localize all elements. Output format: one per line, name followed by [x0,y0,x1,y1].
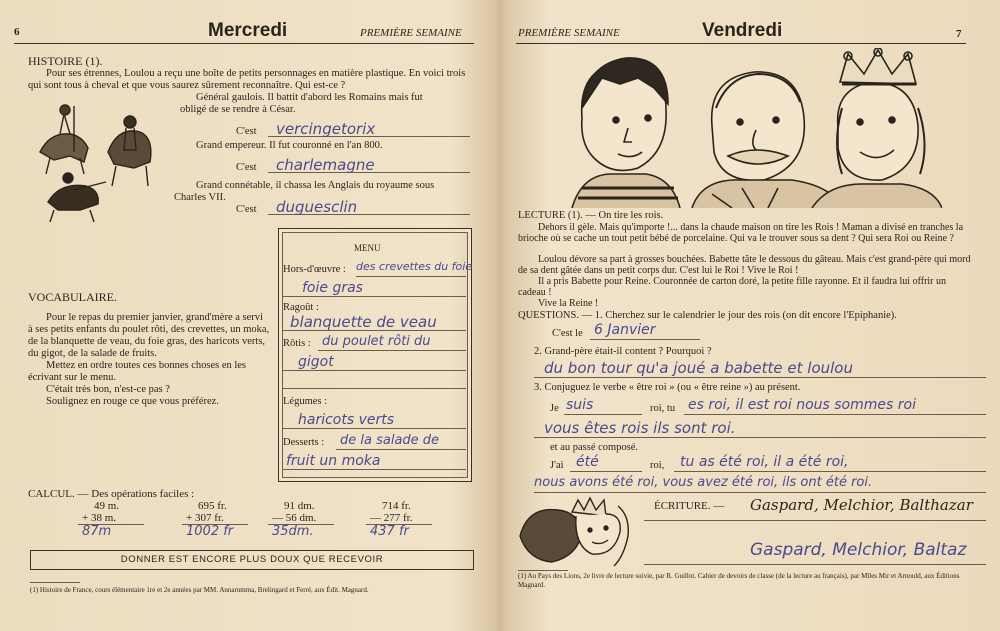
lecture-heading: LECTURE (1). — On tire les rois. [518,210,664,221]
conj-passe-rest: tu as été roi, il a été roi, [680,454,849,470]
vocabulaire-p3: C'était très bon, n'est-ce pas ? [46,384,170,395]
calcul-answer: 1002 fr [186,524,234,539]
conj-line [570,471,642,472]
conj-line [674,471,986,472]
histoire-intro: Pour ses étrennes, Loulou a reçu une boîte de petits personnages en matière plastique. En voici trois qui sont tous à cheval et que vous saurez sûrement reconnaître. Qui est-ce ? [28,68,466,91]
ecriture-label: ÉCRITURE. — [654,500,725,512]
histoire-q1a: Général gaulois. Il battit d'abord les Romains mais fut [196,92,423,103]
conj-line [564,414,642,415]
header-rule [14,43,474,44]
q1-answer: 6 Janvier [594,322,656,338]
q1-prefix: C'est le [552,328,583,339]
histoire-prefix-2: C'est [236,162,257,173]
footnote-rule [518,570,568,571]
conj-present-rest: es roi, il est roi nous sommes roi [688,397,916,413]
histoire-q3b: Charles VII. [174,192,226,203]
histoire-heading: HISTOIRE (1). [28,54,103,68]
conj-jai-answer: été [576,454,599,470]
motto: DONNER EST ENCORE PLUS DOUX QUE RECEVOIR [120,554,384,565]
calcul-bottom: — 56 dm. [272,512,317,524]
menu-line [283,469,466,470]
conj-je-answer: suis [566,397,594,413]
menu-line [283,388,466,389]
answer-3: duguesclin [276,198,358,216]
q2-answer: du bon tour qu'a joué a babette et loulou [544,359,853,377]
conj-roi-tu: roi, tu [650,403,676,414]
question-3: 3. Conjuguez le verbe « être roi » (ou « être reine ») au présent. [534,382,801,393]
calcul-heading: CALCUL. — Des opérations faciles : [28,488,195,500]
page-number: 6 [14,26,20,38]
conj-line [534,437,986,438]
calcul-top: 49 m. [94,500,120,512]
menu-title: MENU [354,243,381,253]
menu-line [336,449,466,450]
conj-line [534,492,986,493]
week-label: PREMIÈRE SEMAINE [360,27,462,39]
calcul-bottom: + 307 fr. [186,512,224,524]
right-footnote: (1) Au Pays des Lions, 2e livre de lecture suivie, par R. Guillot. Cahier de devoirs de classe (de la lecture au français), par Mlles Mir et Arnould, aux Éditions Magnard. [518,572,960,589]
left-footnote: (1) Histoire de France, cours élémentaire 1re et 2e années par MM. Annarumma, Brelingard et Ferré, aux Édit. Magnard. [30,586,369,594]
lecture-p4: Vive la Reine ! [538,298,599,309]
page-number: 7 [956,28,962,40]
calcul-top: 695 fr. [198,500,227,512]
vocabulaire-p4: Soulignez en rouge ce que vous préférez. [46,396,219,407]
calcul-answer: 35dm. [272,524,314,539]
knights-illustration [30,92,162,224]
menu-line [283,296,466,297]
calcul-bottom: + 38 m. [82,512,117,524]
histoire-prefix-1: C'est [236,126,257,137]
conj-passe-line2: nous avons été roi, vous avez été roi, ils ont été roi. [534,475,873,490]
question-1: QUESTIONS. — 1. Cherchez sur le calendrier le jour des rois (on dit encore l'Epiphanie). [518,310,897,321]
histoire-q1b: obligé de se rendre à César. [180,104,296,115]
lecture-p3: Il a pris Babette pour Reine. Couronnée de carton doré, la petite fille rayonne. Et il faudra lui offrir un cadeau ! [518,276,947,298]
menu-desserts-v2: fruit un moka [286,453,381,469]
left-page [0,0,496,631]
calcul-bottom: — 277 fr. [370,512,413,524]
header-rule [516,43,966,44]
menu-desserts-v1: de la salade de [340,433,440,448]
vocabulaire-p2: Mettez en ordre toutes ces bonnes choses en les écrivant sur le menu. [28,360,247,383]
ecriture-model: Gaspard, Melchior, Balthazar [750,496,973,514]
ecriture-illustration [518,496,638,570]
conj-roi-label: roi, [650,460,665,471]
conj-line [684,414,986,415]
calcul-answer: 87m [82,524,112,539]
menu-ragout-v: blanquette de veau [290,313,437,331]
menu-legumes-label: Légumes : [283,396,328,407]
conj-present-line2: vous êtes rois ils sont roi. [544,419,736,437]
conj-passe-label: et au passé composé. [550,442,639,453]
menu-line [283,370,466,371]
menu-line [356,276,466,277]
calcul-answer: 437 fr [370,524,409,539]
menu-rotis-label: Rôtis : [283,338,311,349]
lecture-p2: Loulou dévore sa part à grosses bouchées. Babette tâte le dessous du gâteau. Mais c'est grand-père qui mord de sa dent gâtée dans un petit corps dur. C'est lui le Roi ! Vive le Roi ! [518,254,971,276]
day-title: Mercredi [208,20,288,41]
menu-line [318,350,466,351]
footnote-rule [30,582,80,583]
menu-hors-v1: des crevettes du foie [356,260,473,273]
menu-line [283,428,466,429]
answer-1: vercingetorix [276,120,376,138]
ecriture-copy: Gaspard, Melchior, Baltaz [750,540,967,560]
ecriture-line [644,520,986,521]
menu-hors-v2: foie gras [302,280,363,296]
vocabulaire-p1: Pour le repas du premier janvier, grand'mère a servi à ses petits enfants du poulet rôti, des crevettes, un moka, de la blanquette de veau, du foie gras, des haricots verts, du gigot, de la salade de fruits. [28,312,270,359]
answer-2: charlemagne [276,156,375,174]
q1-answer-line [590,339,700,340]
histoire-q2: Grand empereur. Il fut couronné en l'an 800. [196,140,383,151]
menu-desserts-label: Desserts : [283,437,325,448]
menu-rotis-v2: gigot [298,354,334,370]
conj-jai: J'ai [550,460,564,471]
menu-hors-label: Hors-d'œuvre : [283,264,346,275]
ecriture-line [644,564,986,565]
lecture-p1: Dehors il gèle. Mais qu'importe !... dans la chaude maison on tire les Rois ! Maman a divisé en tranches la brioche où se cache un tout petit bébé de porcelaine. Qui va le trouver sous sa dent ? Qui sera Roi ou Reine ? [518,222,964,244]
vocabulaire-heading: VOCABULAIRE. [28,290,117,304]
histoire-q3a: Grand connétable, il chassa les Anglais du royaume sous [196,180,435,191]
conj-je: Je [550,403,559,414]
calcul-top: 91 dm. [284,500,315,512]
kings-illustration [542,48,942,208]
histoire-prefix-3: C'est [236,204,257,215]
menu-legumes-v: haricots verts [298,412,395,428]
menu-rotis-v1: du poulet rôti du [322,334,431,349]
week-label: PREMIÈRE SEMAINE [518,27,620,39]
calcul-top: 714 fr. [382,500,411,512]
right-page [504,0,1000,631]
menu-ragout-label: Ragoût : [283,302,319,313]
question-2: 2. Grand-père était-il content ? Pourquoi ? [534,346,712,357]
q2-answer-line [534,377,986,378]
day-title: Vendredi [702,20,783,41]
